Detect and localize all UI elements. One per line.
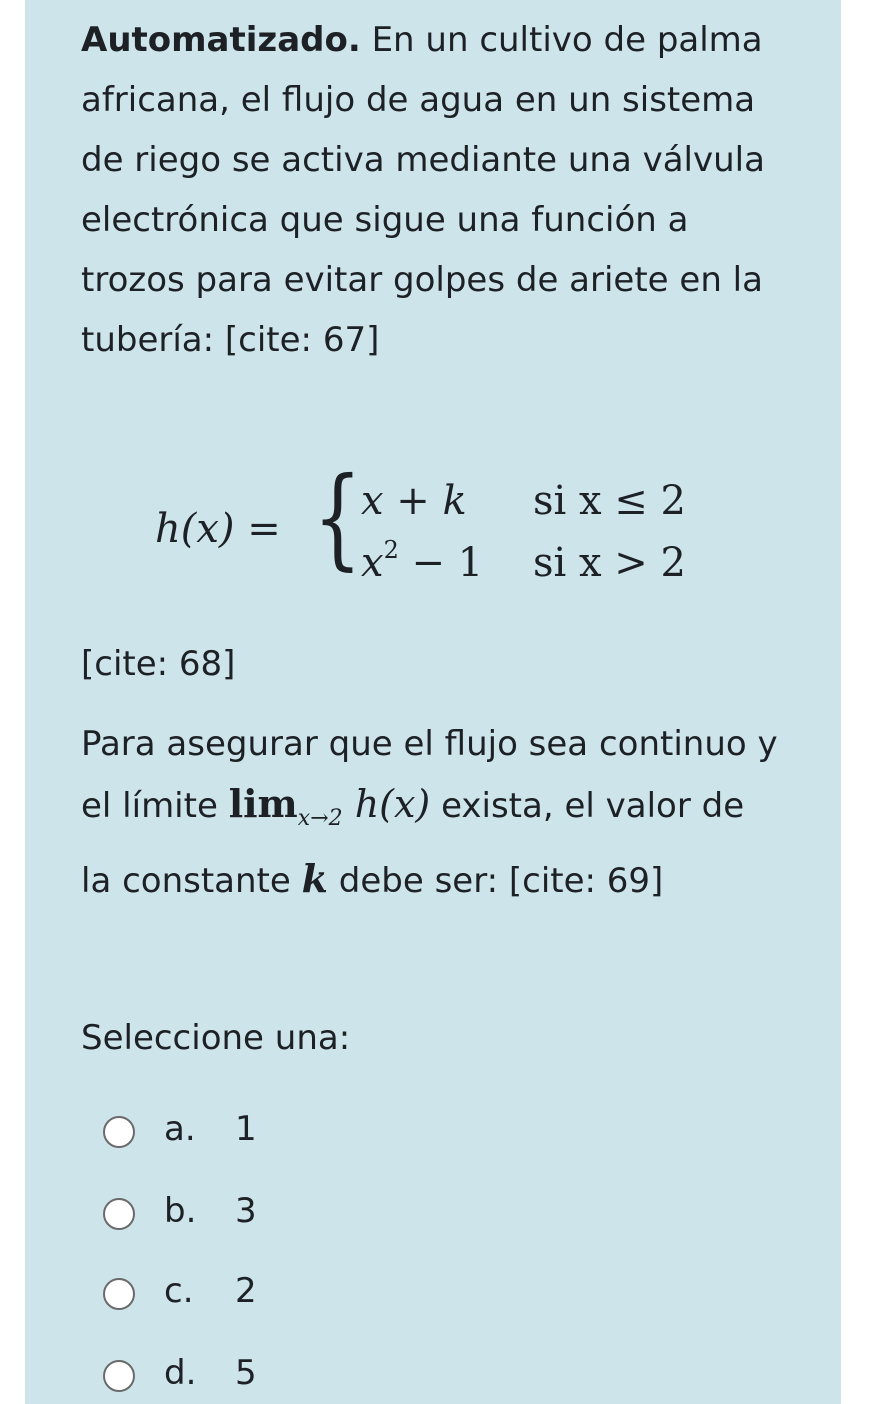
formula-row-1-expression: x + k [361,478,467,524]
formula-lhs: h(x) = [155,506,281,552]
question-intro [81,10,781,370]
formula-row-2 [361,536,686,586]
constant-k: k [301,856,328,901]
limit-expression: $\lim_{x\to 2} h(x)$ [228,781,431,831]
option-value: 5 [235,1353,257,1393]
option-letter: c. [164,1271,194,1311]
radio-button-d[interactable] [103,1360,135,1392]
option-value: 3 [235,1191,257,1231]
radio-button-b[interactable] [103,1198,135,1230]
radio-button-a[interactable] [103,1116,135,1148]
question-text [81,714,781,911]
option-value: 2 [235,1271,257,1311]
option-letter: d. [164,1353,197,1393]
question-intro-text: En un cultivo de palma africana, el flujo de agua en un sistema de riego se activa mediante una válvula electrónica que sigue una función a trozos para evitar golpes de ariete en la tubería: [cite: 67] [81,20,765,360]
option-a[interactable] [103,1104,403,1154]
option-c[interactable] [103,1266,403,1316]
option-letter: a. [164,1109,196,1149]
citation-68: [cite: 68] [81,644,236,684]
question-part-2: exista, el valor de la constante [81,786,745,901]
option-d[interactable] [103,1348,403,1398]
question-part-3: debe ser: [cite: 69] [327,861,664,901]
radio-button-c[interactable] [103,1278,135,1310]
question-part-1: Para asegurar que el flujo sea continuo y el límite [81,724,778,826]
option-b[interactable] [103,1186,403,1236]
formula-row-2-expression: $x^2 - 1$ [361,536,484,586]
select-one-label: Seleccione una: [81,1018,351,1058]
formula-row-1 [361,478,686,524]
piecewise-formula [155,453,795,598]
formula-row-1-condition: si x ≤ 2 [533,478,686,524]
formula-brace: { [313,453,362,581]
formula-row-2-condition: si x > 2 [533,540,686,586]
question-title: Automatizado. [81,20,361,60]
option-value: 1 [235,1109,257,1149]
option-letter: b. [164,1191,197,1231]
